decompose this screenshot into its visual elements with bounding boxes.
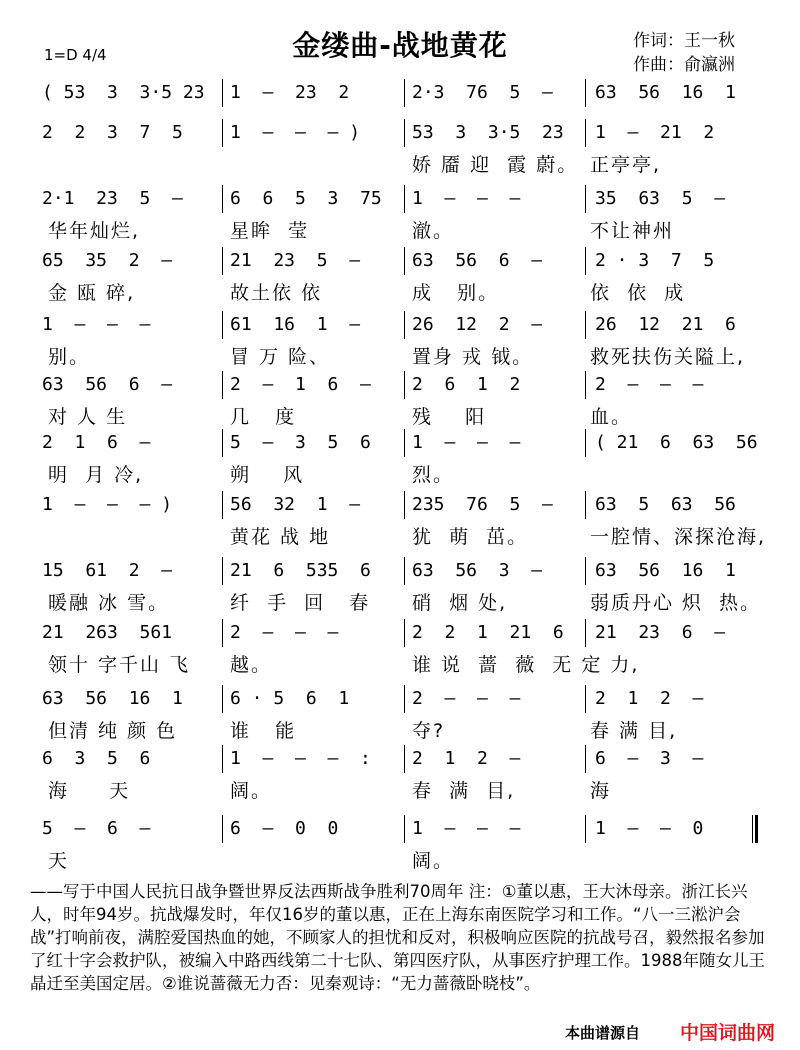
lyric-segment: 犹 萌 茁。: [412, 526, 529, 548]
lyrics-line: [0, 216, 800, 248]
notation-line: [0, 184, 800, 214]
key-signature: 1=D 4/4: [44, 46, 107, 64]
measure: 1 — — 0: [595, 818, 704, 839]
notation-line: [0, 78, 800, 108]
lyric-segment: 残 阳: [412, 406, 487, 428]
measure: 63 56 3 —: [412, 560, 543, 581]
lyrics-line: [0, 522, 800, 554]
bar-line: [585, 185, 586, 213]
measure: 6 — 0 0: [230, 818, 339, 839]
notation-line: [0, 118, 800, 148]
bar-line: [404, 745, 405, 773]
lyric-segment: 娇 靥 迎 霞 蔚。: [412, 154, 579, 176]
lyric-segment: 金 瓯 碎,: [48, 282, 136, 304]
song-title: 金缕曲-战地黄花: [292, 29, 508, 62]
bar-line: [404, 685, 405, 713]
bar-line: [585, 745, 586, 773]
lyric-segment: 置身 戎 钺。: [412, 346, 534, 368]
lyric-segment: 纤 手 回 春: [230, 592, 371, 614]
measure: 2 — — —: [230, 622, 339, 643]
lyric-segment: 海: [590, 780, 612, 802]
lyric-segment: 不让神州: [590, 220, 675, 242]
bar-line: [585, 429, 586, 457]
bar-line: [222, 371, 223, 399]
lyric-segment: 冒 万 险、: [230, 346, 331, 368]
score-row: [0, 246, 800, 316]
bar-line: [404, 429, 405, 457]
notation-line: [0, 744, 800, 774]
measure: 1 — — —: [42, 314, 151, 335]
bar-line: [222, 185, 223, 213]
bar-line: [404, 619, 405, 647]
lyric-segment: 别。: [48, 346, 91, 368]
measure: 26 12 21 6: [595, 314, 736, 335]
notation-line: [0, 814, 800, 844]
measure: 6 · 5 6 1: [230, 688, 350, 709]
bar-line: [404, 371, 405, 399]
lyric-segment: 越。: [230, 654, 273, 676]
measure: 21 263 561: [42, 622, 173, 643]
measure: 1 — 21 2: [595, 122, 715, 143]
measure: 63 5 63 56: [595, 494, 736, 515]
bar-line: [404, 79, 405, 107]
notation-line: [0, 246, 800, 276]
measure: 61 16 1 —: [230, 314, 361, 335]
bar-line: [404, 815, 405, 843]
lyric-segment: 血。: [590, 406, 633, 428]
measure: 1 — — — :: [230, 748, 371, 769]
lyrics-line: [0, 278, 800, 310]
bar-line: [222, 491, 223, 519]
lyric-segment: 一腔情、深探沧海,: [590, 526, 767, 548]
source-label: 本曲谱源自: [565, 1024, 641, 1042]
measure: 6 6 5 3 75: [230, 188, 382, 209]
lyric-segment: 阔。: [412, 850, 455, 872]
bar-line: [404, 119, 405, 147]
bar-line: [222, 685, 223, 713]
notation-line: [0, 684, 800, 714]
score-row: [0, 118, 800, 188]
lyric-segment: 春 满 目,: [412, 780, 516, 802]
bar-line: [585, 247, 586, 275]
measure: 26 12 2 —: [412, 314, 543, 335]
score-row: [0, 618, 800, 688]
bar-line: [585, 311, 586, 339]
notation-line: [0, 370, 800, 400]
bar-line: [222, 745, 223, 773]
measure: 2 · 3 7 5: [595, 250, 715, 271]
measure: 63 56 16 1: [42, 688, 183, 709]
score-row: [0, 490, 800, 560]
bar-line: [585, 557, 586, 585]
measure: 65 35 2 —: [42, 250, 173, 271]
notation-line: [0, 556, 800, 586]
lyrics-line: [0, 650, 800, 682]
measure: 63 56 6 —: [412, 250, 543, 271]
measure: 2 — — —: [595, 374, 704, 395]
lyric-segment: 成 别。: [412, 282, 500, 304]
measure: 6 — 3 —: [595, 748, 704, 769]
measure: 21 23 6 —: [595, 622, 726, 643]
lyrics-line: [0, 588, 800, 620]
bar-line: [404, 311, 405, 339]
lyric-segment: 暖融 冰 雪。: [48, 592, 170, 614]
lyric-segment: 对 人 生: [48, 406, 128, 428]
score-row: [0, 428, 800, 498]
measure: 2 2 1 21 6: [412, 622, 564, 643]
lyric-segment: 朔 风: [230, 464, 305, 486]
measure: 5 — 6 —: [42, 818, 151, 839]
measure: 1 — — —: [412, 188, 521, 209]
lyrics-line: [0, 460, 800, 492]
lyric-segment: 谁 能: [230, 720, 297, 742]
lyric-segment: 正亭亭,: [590, 154, 662, 176]
measure: 6 3 5 6: [42, 748, 151, 769]
measure: 63 56 16 1: [595, 560, 736, 581]
measure: 53 3 3·5 23: [412, 122, 564, 143]
measure: 56 32 1 —: [230, 494, 361, 515]
lyric-segment: 黄花 战 地: [230, 526, 331, 548]
composer-credit: 作曲：俞瀛洲: [633, 55, 735, 75]
lyric-segment: 救死扶伤关隘上,: [590, 346, 746, 368]
notation-line: [0, 618, 800, 648]
measure: 2·3 76 5 —: [412, 82, 553, 103]
lyric-segment: 春 满 目,: [590, 720, 678, 742]
bar-line: [222, 247, 223, 275]
lyric-segment: 夺?: [412, 720, 446, 742]
lyric-segment: 领十 字千山 飞: [48, 654, 191, 676]
measure: 2 1 6 —: [42, 432, 151, 453]
score-row: [0, 184, 800, 254]
bar-line: [404, 185, 405, 213]
bar-line: [585, 79, 586, 107]
lyric-segment: 澈。: [412, 220, 455, 242]
lyricist-credit: 作词：王一秋: [633, 31, 735, 51]
bar-line: [222, 79, 223, 107]
lyric-segment: 弱质丹心 炽 热。: [590, 592, 762, 614]
bar-line: [585, 119, 586, 147]
measure: 2 1 2 —: [412, 748, 521, 769]
lyric-segment: 华年灿烂,: [48, 220, 141, 242]
bar-line: [404, 247, 405, 275]
measure: 1 — — — ): [230, 122, 361, 143]
measure: 35 63 5 —: [595, 188, 726, 209]
notation-line: [0, 428, 800, 458]
score-row: [0, 744, 800, 814]
measure: 2 — 1 6 —: [230, 374, 371, 395]
measure: 235 76 5 —: [412, 494, 553, 515]
lyric-segment: 海 天: [48, 780, 131, 802]
measure: 2 — — —: [412, 688, 521, 709]
bar-line: [585, 619, 586, 647]
lyric-segment: 硝 烟 处,: [412, 592, 508, 614]
score-row: [0, 814, 800, 884]
lyric-segment: 阔。: [230, 780, 273, 802]
score-row: [0, 556, 800, 626]
bar-line: [404, 557, 405, 585]
measure: 2 2 3 7 5: [42, 122, 183, 143]
lyric-segment: 故土依 依: [230, 282, 323, 304]
lyrics-line: [0, 846, 800, 878]
measure: ( 21 6 63 56: [595, 432, 758, 453]
bar-line: [585, 815, 586, 843]
measure: 1 — — —: [412, 818, 521, 839]
bar-line: [585, 685, 586, 713]
measure: 2·1 23 5 —: [42, 188, 183, 209]
measure: 1 — — —: [412, 432, 521, 453]
bar-line: [222, 311, 223, 339]
notation-line: [0, 490, 800, 520]
bar-line: [222, 619, 223, 647]
measure: 15 61 2 —: [42, 560, 173, 581]
measure: ( 53 3 3·5 23: [42, 82, 205, 103]
lyric-segment: 烈。: [412, 464, 455, 486]
bar-line: [585, 371, 586, 399]
bar-line: [222, 815, 223, 843]
site-name: 中国词曲网: [680, 1022, 776, 1044]
lyrics-line: [0, 150, 800, 182]
bar-line: [222, 557, 223, 585]
measure: 63 56 16 1: [595, 82, 736, 103]
lyrics-line: [0, 776, 800, 808]
final-bar-line: [752, 815, 758, 843]
measure: 21 23 5 —: [230, 250, 361, 271]
lyric-segment: 天: [48, 850, 70, 872]
bar-line: [585, 491, 586, 519]
lyric-segment: 星眸 莹: [230, 220, 310, 242]
lyric-segment: 几 度: [230, 406, 297, 428]
footnote: ——写于中国人民抗日战争暨世界反法西斯战争胜利70周年 注：①董以惠，王大沐母亲。浙江长兴人，时年94岁。抗战爆发时，年仅16岁的董以惠，正在上海东南医院学习和工作。“八一三淞沪会战”打响前夜，满腔爱国热血的她，不顾家人的担忧和反对，积极响应医院的抗战号召，毅然报名参加了红十字会救护队，被编入中路西线第二十七队、第四医疗队，从事医疗护理工作。1988年随女儿王晶迁至美国定居。②谁说蔷薇无力否：见秦观诗：“无力蔷薇卧晓枝”。: [30, 882, 765, 993]
lyric-segment: 明 月 冷,: [48, 464, 144, 486]
bar-line: [222, 429, 223, 457]
measure: 5 — 3 5 6: [230, 432, 371, 453]
measure: 2 1 2 —: [595, 688, 704, 709]
measure: 1 — 23 2: [230, 82, 350, 103]
measure: 1 — — — ): [42, 494, 173, 515]
bar-line: [222, 119, 223, 147]
lyric-segment: 依 依 成: [590, 282, 686, 304]
measure: 21 6 535 6: [230, 560, 371, 581]
measure: 2 6 1 2: [412, 374, 521, 395]
lyric-segment: 谁 说 蔷 薇 无 定 力,: [412, 654, 640, 676]
lyric-segment: 但清 纯 颜 色: [48, 720, 178, 742]
bar-line: [404, 491, 405, 519]
measure: 63 56 6 —: [42, 374, 173, 395]
notation-line: [0, 310, 800, 340]
